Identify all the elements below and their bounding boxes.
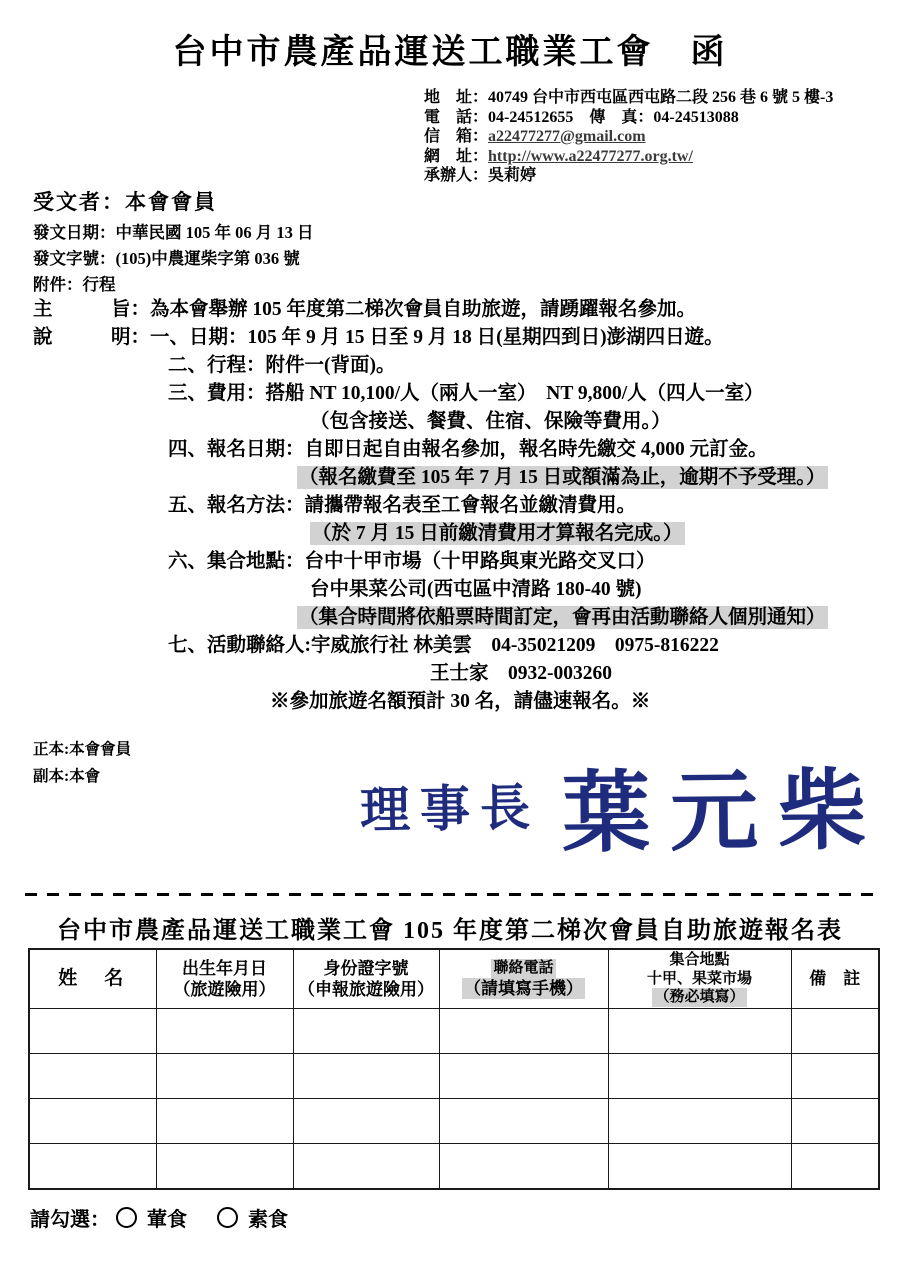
form-empty-cell (439, 1054, 608, 1099)
address-label: 地 址： (424, 89, 489, 106)
form-empty-cell (791, 1144, 879, 1190)
subject-line: 主 旨：為本會舉辦 105 年度第二梯次會員自助旅遊，請踴躍報名參加。 (33, 299, 697, 320)
website-row (424, 147, 833, 167)
phone-value: 04-24512655 (488, 108, 574, 126)
registration-table (28, 948, 880, 1190)
form-empty-cell (608, 1099, 791, 1144)
recipient-line: 受文者：本會會員 (33, 190, 217, 214)
explanation-item-2: 二、行程：附件一(背面)。 (168, 355, 396, 376)
website-link[interactable]: http://www.a22477277.org.tw/ (488, 147, 693, 165)
col-header-name: 姓 名 (29, 949, 156, 1009)
quota-note-line: ※參加旅遊名額預計 30 名，請儘速報名。※ (270, 691, 651, 712)
fee-note-line: （包含接送、餐費、住宿、保險等費用。） (310, 411, 671, 432)
chairman-stamp (360, 742, 886, 868)
form-empty-cell (293, 1054, 439, 1099)
payment-note-highlight: （於 7 月 15 日前繳清費用才算報名完成。） (312, 523, 683, 544)
form-empty-cell (293, 1144, 439, 1190)
meat-option-circle-icon (116, 1207, 137, 1228)
form-empty-cell (29, 1144, 156, 1190)
copies-block (33, 736, 131, 790)
meal-choice-row (30, 1203, 288, 1232)
vegetarian-option-label: 素食 (248, 1209, 288, 1231)
handler-label: 承辦人： (424, 167, 489, 184)
contact-info-block (424, 88, 833, 186)
payment-note-line (33, 520, 883, 548)
form-empty-cell (791, 1009, 879, 1054)
form-title: 台中市農產品運送工職業工會 105 年度第二梯次會員自助旅遊報名表 (57, 918, 843, 944)
email-label: 信 箱： (424, 128, 489, 145)
form-empty-cell (29, 1099, 156, 1144)
meat-option-label: 葷食 (147, 1209, 187, 1231)
explanation-item-4: 四、報名日期：自即日起自由報名參加，報名時先繳交 4,000 元訂金。 (168, 439, 768, 460)
form-empty-cell (156, 1054, 293, 1099)
form-empty-cell (791, 1054, 879, 1099)
col-header-birthdate: 出生年月日 （旅遊險用） (156, 949, 293, 1009)
explanation-item-5: 五、報名方法：請攜帶報名表至工會報名並繳清費用。 (168, 495, 637, 516)
contact-person-2-line: 王士家 0932-003260 (430, 663, 612, 684)
vegetarian-option-circle-icon (217, 1207, 238, 1228)
table-header-row (29, 949, 879, 1009)
handler-row (424, 166, 833, 186)
form-empty-cell (791, 1099, 879, 1144)
address-row (424, 88, 833, 108)
table-empty-row (29, 1099, 879, 1144)
form-empty-cell (608, 1009, 791, 1054)
explanation-item-1: 說 明：一、日期：105 年 9 月 15 日至 9 月 18 日(星期四到日)澎湖四日遊。 (33, 327, 724, 348)
issue-date-line: 發文日期：中華民國 105 年 06 月 13 日 (33, 223, 314, 242)
stamp-title-text: 理事長 (359, 779, 541, 839)
phone-fax-row (424, 108, 833, 128)
form-empty-cell (156, 1144, 293, 1190)
phone-label: 電 話： (424, 108, 489, 126)
explanation-item-7: 七、活動聯絡人:宇威旅行社 林美雲 04-35021209 0975-816222 (168, 635, 719, 656)
col-header-phone: 聯絡電話 （請填寫手機） (439, 949, 608, 1009)
table-empty-row (29, 1054, 879, 1099)
form-empty-cell (439, 1009, 608, 1054)
form-empty-cell (156, 1099, 293, 1144)
email-row (424, 127, 833, 147)
duplicate-copy-line: 副本:本會 (33, 768, 101, 785)
email-link[interactable]: a22477277@gmail.com (488, 128, 646, 145)
handler-value: 吳莉婷 (488, 167, 537, 184)
deadline-note-line (33, 464, 883, 492)
form-empty-cell (608, 1054, 791, 1099)
stamp-name-text: 葉元柴 (561, 763, 887, 864)
attachment-line: 附件：行程 (33, 275, 116, 294)
col-header-meeting-point: 集合地點 十甲、果菜市場 （務必填寫） (608, 949, 791, 1009)
letter-body (33, 296, 883, 716)
form-empty-cell (439, 1144, 608, 1190)
meeting-point-2-line: 台中果菜公司(西屯區中清路 180-40 號) (310, 579, 642, 600)
form-empty-cell (293, 1009, 439, 1054)
form-empty-cell (29, 1054, 156, 1099)
col-header-remarks: 備 註 (791, 949, 879, 1009)
meal-choice-label: 請勾選： (30, 1209, 110, 1231)
form-empty-cell (439, 1099, 608, 1144)
form-empty-cell (156, 1009, 293, 1054)
explanation-item-6: 六、集合地點：台中十甲市場（十甲路與東光路交叉口） (168, 551, 656, 572)
meeting-time-note-highlight: （集合時間將依船票時間訂定，會再由活動聯絡人個別通知） (299, 607, 826, 628)
table-empty-row (29, 1009, 879, 1054)
website-label: 網 址： (424, 147, 489, 165)
form-empty-cell (29, 1009, 156, 1054)
table-empty-row (29, 1144, 879, 1190)
fax-value: 04-24513088 (653, 108, 739, 126)
form-empty-cell (608, 1144, 791, 1190)
fax-label: 傳 真： (589, 108, 654, 126)
ref-number-line: 發文字號：(105)中農運柴字第 036 號 (33, 249, 300, 268)
meeting-time-note-line (33, 604, 883, 632)
document-title: 台中市農產品運送工職業工會 函 (172, 34, 728, 71)
form-empty-cell (293, 1099, 439, 1144)
dashed-separator (25, 893, 881, 896)
original-copy-line: 正本:本會會員 (33, 741, 132, 758)
address-value: 40749 台中市西屯區西屯路二段 256 巷 6 號 5 樓-3 (488, 89, 834, 106)
explanation-item-3: 三、費用：搭船 NT 10,100/人（兩人一室） NT 9,800/人（四人一室） (168, 383, 764, 404)
deadline-note-highlight: （報名繳費至 105 年 7 月 15 日或額滿為止，逾期不予受理。） (299, 467, 826, 488)
col-header-id-number: 身份證字號 （申報旅遊險用） (293, 949, 439, 1009)
